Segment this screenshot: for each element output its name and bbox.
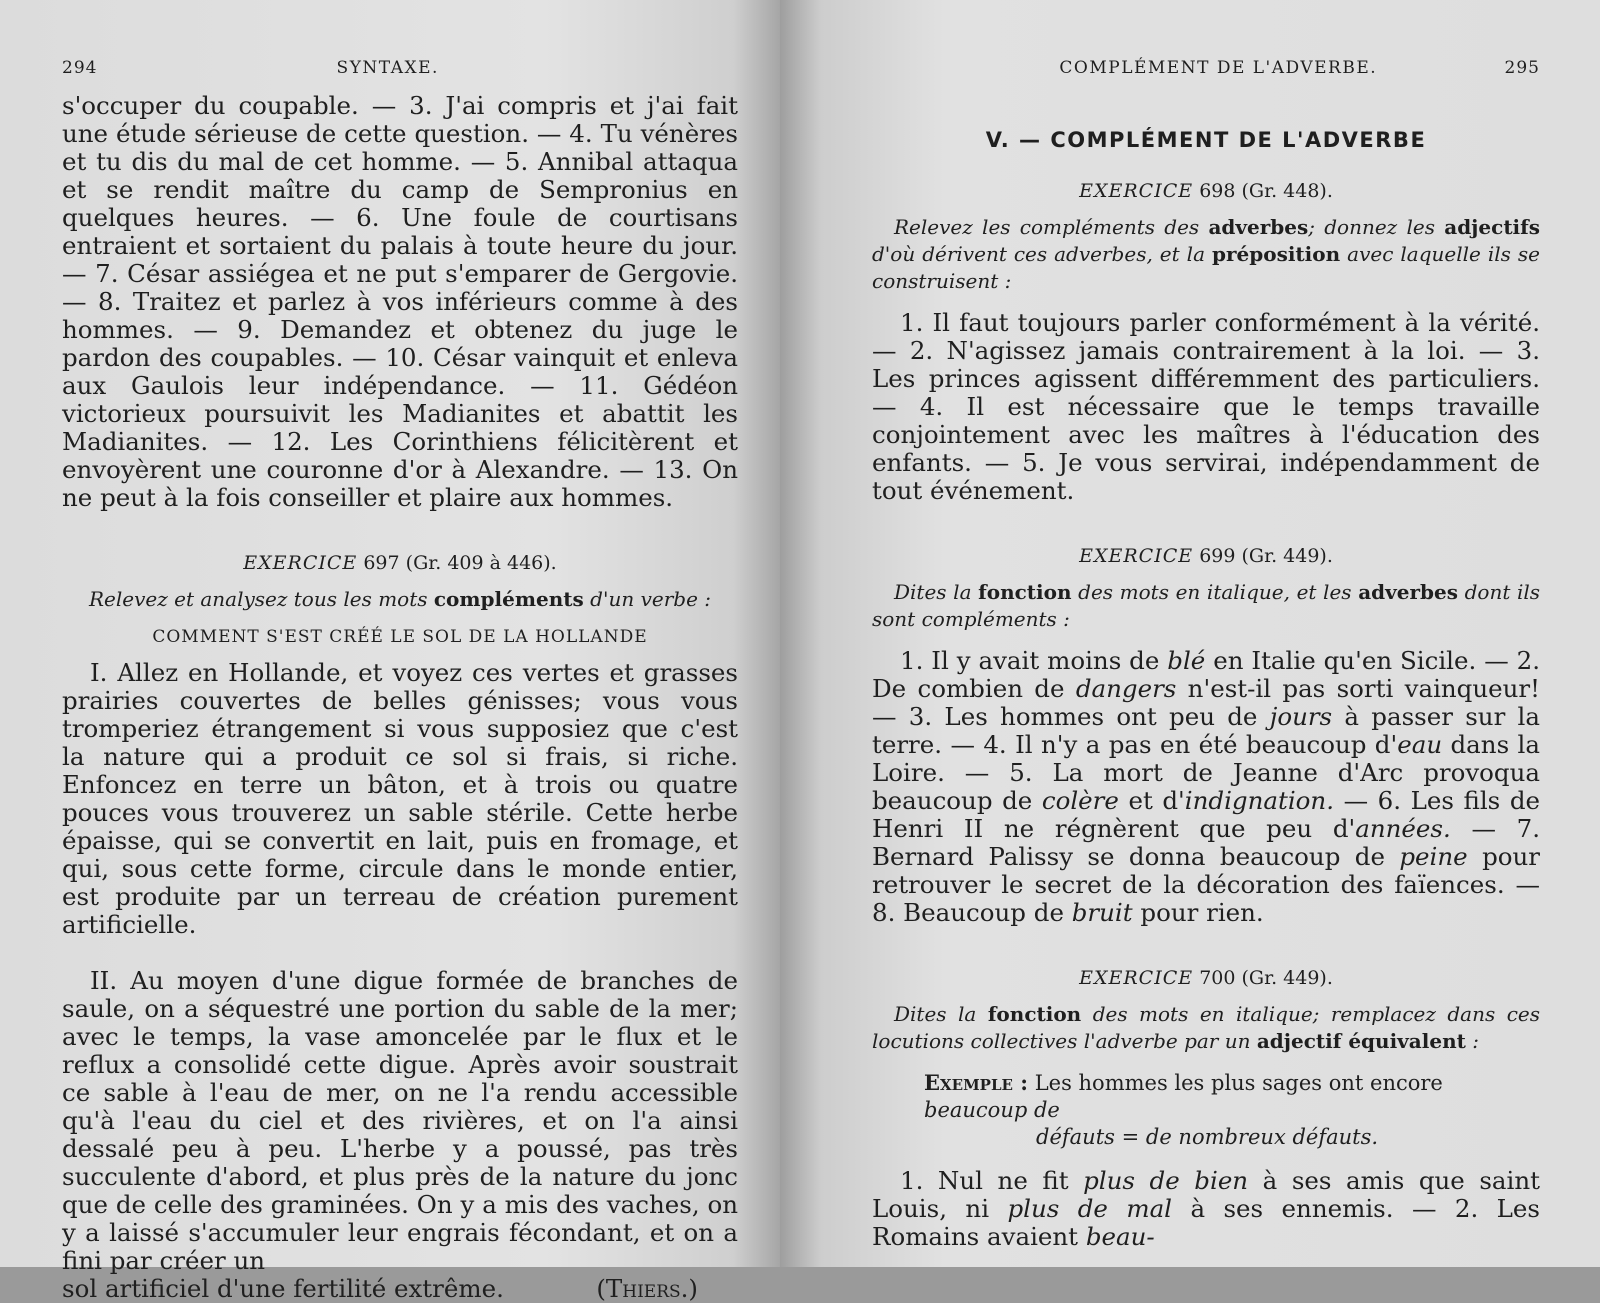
exercise-698-instr-4: avec laquelle ils se construisent :	[872, 242, 1541, 293]
exercise-700-word: EXERCICE	[1079, 967, 1194, 989]
exercise-698-instr-2: ; donnez les	[1308, 215, 1435, 239]
exercise-700-instr-3: :	[1472, 1029, 1479, 1053]
exercise-700-instr-bold-2: adjectif équivalent	[1256, 1029, 1466, 1053]
exercise-698-instr-bold-3: préposition	[1212, 242, 1341, 266]
ex699-t3: n'est-il pas sorti vainqueur! — 3. Les hommes ont peu de	[872, 674, 1540, 731]
right-page	[780, 0, 1600, 1267]
exercise-697-instruction-a: Relevez et analysez tous les mots	[88, 587, 428, 611]
exercise-697-instruction-bold: compléments	[433, 587, 584, 611]
example-equals: =	[1121, 1125, 1140, 1149]
example-italic-b: de nombreux défauts.	[1145, 1125, 1379, 1149]
exercise-698-ref: (Gr. 448).	[1241, 180, 1333, 202]
left-page-number: 294	[62, 58, 98, 78]
exercise-697-heading	[62, 552, 738, 574]
ex699-i7: années.	[1355, 814, 1451, 843]
ex699-t9: pour retrouver le secret de la décoration des faïences. — 8. Beaucoup de	[872, 842, 1540, 927]
exercise-700-instr-bold-1: fonction	[987, 1002, 1082, 1026]
ex699-i2: dangers	[1075, 674, 1177, 703]
ex699-i5: colère	[1041, 786, 1119, 815]
right-page-number: 295	[1504, 58, 1540, 78]
ex700-t3: à ses ennemis. — 2. Les Romains avaient	[872, 1194, 1540, 1251]
example-line-1	[924, 1069, 1540, 1124]
exercise-697-ref: (Gr. 409 à 446).	[405, 552, 557, 574]
exercise-698-instruction	[872, 214, 1540, 295]
exercise-699-instr-bold-1: fonction	[978, 580, 1072, 604]
exercise-698-text: 1. Il faut toujours parler conformément à la vérité. — 2. N'agissez jamais contrairement à la loi. — 3. Les princes agissent différemment des particuliers. — 4. Il est nécessaire que le temps travaille conjointement avec les maîtres à l'éducation des enfants. — 5. Je vous servirai, indépendamment de tout événement.	[872, 308, 1540, 505]
exercise-700-instruction	[872, 1001, 1540, 1055]
exercise-699-number: 699	[1199, 545, 1236, 567]
ex699-i1: blé	[1167, 646, 1206, 675]
exercise-699-instruction	[872, 579, 1540, 633]
example-italic-a: défauts	[1036, 1125, 1115, 1149]
ex699-i6: indignation.	[1184, 786, 1334, 815]
ex699-i8: peine	[1399, 842, 1468, 871]
exercise-697-instruction-b: d'un verbe :	[590, 587, 712, 611]
example-italic: beaucoup de	[924, 1098, 1060, 1122]
exercise-698-word: EXERCICE	[1079, 180, 1194, 202]
ex700-i2: plus de mal	[1007, 1194, 1173, 1223]
exercise-699-instr-2: des mots en italique, et les	[1078, 580, 1352, 604]
exercise-697-instruction	[62, 586, 738, 613]
exercise-697-last-line	[62, 1275, 738, 1303]
ex699-t5: dans la Loire. — 5. La mort de Jeanne d'Arc provoqua beaucoup de	[872, 730, 1540, 815]
exercise-699-instr-bold-2: adverbes	[1358, 580, 1458, 604]
left-page	[0, 0, 780, 1303]
left-continuation-paragraph: s'occuper du coupable. — 3. J'ai compris et j'ai fait une étude sérieuse de cette question. — 4. Tu vénères et tu dis du mal de cet homme. — 5. Annibal attaqua et se rendit maître du camp de Sempronius en quelques heures. — 6. Une foule de courtisans entraient et sortaient du palais à toute heure du jour. — 7. César assiégea et ne put s'emparer de Gergovie. — 8. Traitez et parlez à vos inférieurs comme à des hommes. — 9. Demandez et obtenez du juge le pardon des coupables. — 10. César vainquit et enleva aux Gaulois leur indépendance. — 11. Gédéon victorieux poursuivit les Madianites et abattit les Madianites. — 12. Les Corinthiens félicitèrent et envoyèrent une couronne d'or à Alexandre. — 13. On ne peut à la fois conseiller et plaire aux hommes.	[62, 91, 738, 512]
exercise-700-instr-1: Dites la	[894, 1002, 977, 1026]
ex699-t10: pour rien.	[1132, 898, 1264, 927]
ex699-t8: — 7. Bernard Palissy se donna beaucoup de	[872, 814, 1540, 871]
exercise-699-ref: (Gr. 449).	[1241, 545, 1333, 567]
ex700-i3: beau-	[1085, 1222, 1155, 1251]
exercise-699-word: EXERCICE	[1079, 545, 1194, 567]
exercise-697-word: EXERCICE	[243, 552, 358, 574]
exercise-699-instr-1: Dites la	[894, 580, 972, 604]
ex700-t1: 1. Nul ne fit	[900, 1166, 1084, 1195]
exercise-697-text-title: COMMENT S'EST CRÉÉ LE SOL DE LA HOLLANDE	[152, 627, 648, 647]
exercise-698-instr-1: Relevez les compléments des	[894, 215, 1200, 239]
right-running-title: COMPLÉMENT DE L'ADVERBE.	[1059, 58, 1378, 78]
paragraph-gap	[62, 939, 738, 967]
exercise-697-author: (Thiers.)	[596, 1274, 698, 1303]
exercise-697-paragraph-2-last: sol artificiel d'une fertilité extrême.	[62, 1274, 504, 1303]
exercise-700-text	[872, 1167, 1540, 1251]
exercise-700-instr-2: des mots en italique; remplacez dans ces locutions collectives l'adverbe par un	[872, 1002, 1541, 1053]
example-label: Exemple :	[924, 1070, 1029, 1095]
exercise-698-heading	[872, 180, 1540, 202]
example-line-2	[924, 1124, 1540, 1151]
exercise-699-text	[872, 647, 1540, 927]
exercise-697-paragraph-2: II. Au moyen d'une digue formée de branches de saule, on a séquestré une portion du sable de la mer; avec le temps, la vase amoncelée par le flux et le reflux a consolidé cette digue. Après avoir soustrait ce sable à l'eau de mer, on ne l'a rendu accessible qu'à l'eau du ciel et des rivières, et on l'a ainsi dessalé peu à peu. L'herbe y a poussé, pas très succulente d'abord, et plus près de la nature du jonc que de celle des graminées. On y a mis des vaches, on y a laissé s'accumuler leur engrais fécondant, et on a fini par créer un	[62, 966, 738, 1275]
ex699-t6: et d'	[1118, 786, 1185, 815]
ex699-i4: eau	[1397, 730, 1443, 759]
left-running-title: SYNTAXE.	[336, 58, 439, 78]
ex700-t2: à ses amis que saint Louis, ni	[872, 1166, 1540, 1223]
left-running-head	[62, 58, 738, 78]
ex699-t4: à passer sur la terre. — 4. Il n'y a pas en été beaucoup d'	[872, 702, 1540, 759]
exercise-698-instr-bold-2: adjectifs	[1444, 215, 1541, 239]
ex699-i3: jours	[1269, 702, 1333, 731]
ex699-i9: bruit	[1071, 898, 1133, 927]
ex699-t1: 1. Il y avait moins de	[900, 646, 1168, 675]
exercise-700-heading	[872, 967, 1540, 989]
right-running-head	[872, 58, 1540, 78]
exercise-698-instr-3: d'où dérivent ces adverbes, et la	[872, 242, 1205, 266]
exercise-700-number: 700	[1199, 967, 1236, 989]
exercise-698-number: 698	[1199, 180, 1236, 202]
exercise-698-instr-bold-1: adverbes	[1208, 215, 1309, 239]
exercise-699-instr-3: dont ils sont compléments :	[872, 580, 1541, 631]
example-text: Les hommes les plus sages ont encore	[1034, 1071, 1443, 1095]
exercise-700-example	[924, 1069, 1540, 1151]
exercise-700-ref: (Gr. 449).	[1241, 967, 1333, 989]
ex699-t7: — 6. Les fils de Henri II ne régnèrent que peu d'	[872, 786, 1541, 843]
exercise-697-paragraph-1: I. Allez en Hollande, et voyez ces vertes et grasses prairies couvertes de belles génisses; vous vous tromperiez étrangement si vous supposiez que c'est la nature qui a produit ce sol si frais, si riche. Enfoncez en terre un bâton, et à trois ou quatre pouces vous trouverez un sable stérile. Cette herbe épaisse, qui se convertit en lait, puis en fromage, et qui, sous cette forme, circule dans le monde entier, est produite par un terreau de création purement artificielle.	[62, 658, 738, 939]
ex699-t2: en Italie qu'en Sicile. — 2. De combien de	[872, 646, 1540, 703]
ex700-i1: plus de bien	[1083, 1166, 1249, 1195]
section-title: V. — COMPLÉMENT DE L'ADVERBE	[985, 128, 1427, 152]
exercise-697-number: 697	[363, 552, 400, 574]
exercise-699-heading	[872, 545, 1540, 567]
